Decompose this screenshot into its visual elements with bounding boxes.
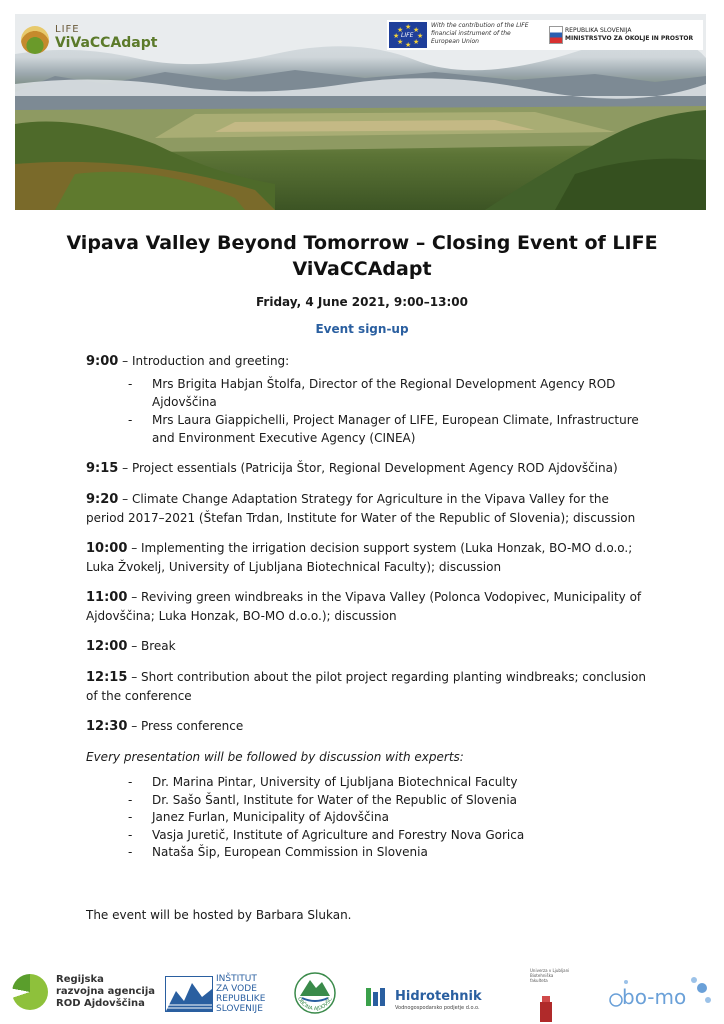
ministry-name: MINISTRSTVO ZA OKOLJE IN PROSTOR (565, 35, 694, 42)
slovenia-crest-icon (549, 26, 563, 44)
izvrs-line: SLOVENIJE (216, 1004, 263, 1014)
ajdovscina-text: OBČINA AJDOVŠČ (296, 996, 334, 1013)
expert-item: - Dr. Marina Pintar, University of Ljubljana Biotechnical Faculty (128, 774, 646, 792)
eu-flag-icon: ★ ★ ★ ★ ★ ★ ★ ★ LIFE (389, 22, 427, 48)
programme-time: 12:15 (86, 670, 128, 685)
rod-line: razvojna agencija (56, 986, 156, 997)
partner-logos (0, 960, 724, 1024)
hidrotehnik-logo-icon (366, 988, 386, 1006)
izvrs-logo-text (216, 974, 265, 1014)
speaker-item: - Mrs Brigita Habjan Štolfa, Director of the Regional Development Agency ROD Ajdovščina (128, 375, 646, 411)
discussion-note: Every presentation will be followed by discussion with experts: (86, 750, 464, 764)
biotechnical-faculty-text: Univerza v Ljubljani Biotehniška fakulteta (530, 968, 570, 983)
programme-text: – Implementing the irrigation decision support system (Luka Honzak, BO-MO d.o.o.; Luka Žvokelj, University of Ljubljana Biotechnical Faculty); discussion (86, 541, 633, 574)
eu-contribution-text: With the contribution of the LIFE financial instrument of the European Union (431, 22, 529, 45)
programme-time: 9:15 (86, 461, 119, 476)
programme-item (86, 588, 646, 625)
eu-life-contribution-box (387, 20, 543, 50)
hidrotehnik-subtitle: Vodnogospodarsko podjetje d.o.o. (395, 1005, 480, 1011)
rod-line: Regijska (56, 974, 104, 985)
logo-life-text: LIFE (55, 24, 80, 35)
logo-brand-text: ViVaCCAdapt (55, 35, 158, 51)
obcina-ajdovscina-logo (290, 968, 340, 1018)
eu-flag-life-label: LIFE (401, 32, 414, 39)
programme-text: – Press conference (127, 719, 244, 733)
programme-item (86, 717, 646, 736)
rod-line: ROD Ajdovščina (56, 998, 145, 1009)
life-vivaccadapt-logo (21, 24, 161, 58)
speaker-list (128, 375, 646, 447)
programme-item (86, 490, 646, 527)
programme-item (86, 459, 646, 478)
header-banner-photo (15, 14, 706, 210)
hidrotehnik-logo-text: Hidrotehnik (395, 989, 482, 1004)
expert-item: - Vasja Juretič, Institute of Agriculture and Forestry Nova Gorica (128, 827, 646, 845)
programme-item (86, 668, 646, 705)
ministry-logo (543, 20, 703, 50)
rod-ajdovscina-logo-text (56, 974, 155, 1010)
bo-mo-logo (606, 970, 714, 1016)
expert-item: - Janez Furlan, Municipality of Ajdovščina (128, 809, 646, 827)
expert-item: - Dr. Sašo Šantl, Institute for Water of the Republic of Slovenia (128, 792, 646, 810)
programme (86, 352, 646, 862)
programme-item (86, 637, 646, 656)
programme-time: 9:00 (86, 354, 119, 369)
event-date: Friday, 4 June 2021, 9:00–13:00 (256, 295, 468, 309)
izvrs-line: REPUBLIKE (216, 994, 266, 1004)
rod-ajdovscina-logo-icon (12, 974, 48, 1010)
experts-list (128, 774, 646, 862)
izvrs-line: ZA VODE (216, 984, 257, 994)
event-title: Vipava Valley Beyond Tomorrow – Closing Event of LIFE ViVaCCAdapt (66, 232, 658, 280)
speaker-item: - Mrs Laura Giappichelli, Project Manager of LIFE, European Climate, Infrastructure and Environment Executive Agency (CINEA) (128, 411, 646, 447)
bo-mo-text: bo-mo (622, 985, 687, 1009)
programme-text: – Climate Change Adaptation Strategy for Agriculture in the Vipava Valley for the period 2017–2021 (Štefan Trdan, Institute for Water of the Republic of Slovenia); discussion (86, 492, 636, 525)
programme-time: 9:20 (86, 492, 119, 507)
programme-item (86, 539, 646, 576)
vivaccadapt-emblem-icon (21, 26, 49, 54)
programme-text: – Short contribution about the pilot project regarding planting windbreaks; conclusion of the conference (86, 670, 646, 703)
programme-time: 12:00 (86, 639, 128, 654)
programme-text: – Introduction and greeting: (118, 354, 290, 368)
ministry-country: REPUBLIKA SLOVENIJA (565, 27, 632, 34)
host-note: The event will be hosted by Barbara Slukan. (86, 908, 352, 922)
expert-item: - Nataša Šip, European Commission in Slovenia (128, 844, 646, 862)
izvrs-line: INŠTITUT (216, 974, 257, 984)
programme-time: 10:00 (86, 541, 128, 556)
programme-text: – Break (127, 639, 176, 653)
programme-text: – Reviving green windbreaks in the Vipava Valley (Polonca Vodopivec, Municipality of Ajdovščina; Luka Honzak, BO-MO d.o.o.); discussion (86, 590, 642, 623)
programme-text: – Project essentials (Patricija Štor, Regional Development Agency ROD Ajdovščina) (118, 461, 618, 475)
programme-time: 12:30 (86, 719, 128, 734)
event-signup-link[interactable]: Event sign-up (315, 322, 409, 336)
programme-item (86, 352, 646, 447)
izvrs-logo-icon (165, 976, 213, 1012)
programme-time: 11:00 (86, 590, 128, 605)
